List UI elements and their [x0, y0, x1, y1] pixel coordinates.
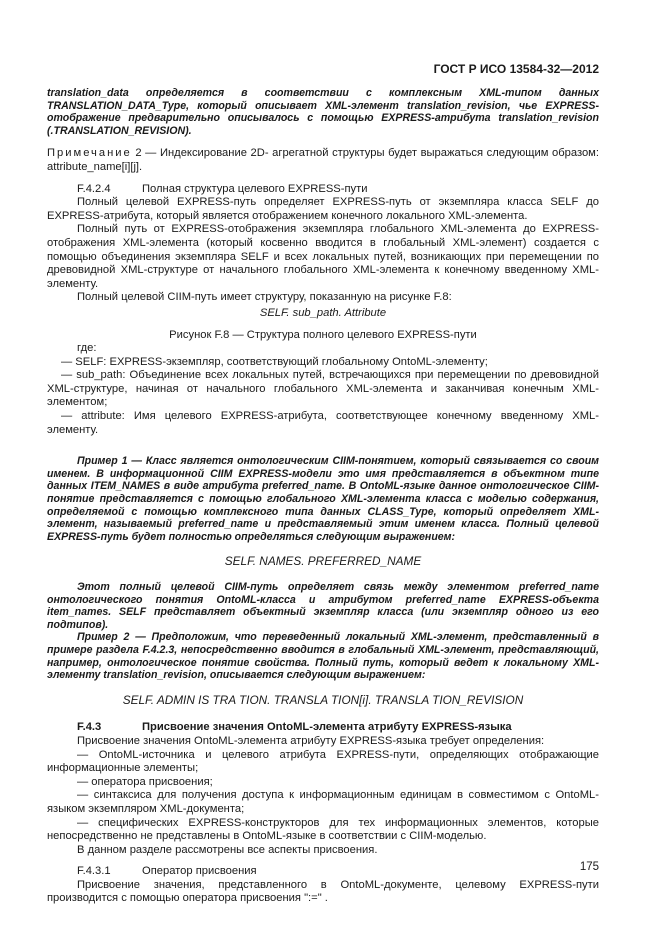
note-2 [47, 147, 599, 174]
where-label: где: [77, 342, 97, 355]
section-title: Присвоение значения OntoML-элемента атрибуту EXPRESS-языка [142, 721, 512, 734]
section-number: F.4.2.4 [77, 182, 111, 195]
example-1-continued: Этот полный целевой CIIM-путь определяет связь между элементом preferred_name онтологического понятия OntoML-класса и атрибутом preferred_name EXPRESS-объекта item_names. SELF представляет объектный экземпляр класса (или экземпляр одного из его подтипов). [47, 581, 599, 631]
figure-caption: Рисунок F.8 — Структура полного целевого EXPRESS-пути [169, 328, 477, 341]
section-title: Полная структура целевого EXPRESS-пути [142, 182, 368, 195]
definition-item: — SELF: EXPRESS-экземпляр, соответствующий глобальному OntoML-элементу; [61, 355, 488, 368]
section-title: Оператор присвоения [142, 865, 257, 878]
intro-paragraph: translation_data определяется в соответствии с комплексным XML-типом данных TRANSLATION_DATA_Type, который описывает XML-элемент translation_revision, чье EXPRESS-отображение предварительно описывалось с помощью EXPRESS-атрибута translation_revision (.TRANSLATION_REVISION). [47, 87, 599, 137]
list-item: — OntoML-источника и целевого атрибута EXPRESS-пути, определяющих отображающие информационные элементы; [47, 748, 599, 775]
section-number: F.4.3 [77, 721, 102, 734]
note-label: Примечание [47, 147, 132, 160]
page-number: 175 [579, 861, 599, 873]
paragraph: Полный путь от EXPRESS-отображения экземпляра глобального XML-элемента до EXPRESS-отображения XML-элемента (который косвенно вводится в глобальный XML-элемент) создается с помощью объединения экземпляра SELF и всех локальных путей, возникающих при перемещении по древовидной XML-структуре от начального глобального XML-элемента к конечному введенному XML-элементу. [47, 223, 599, 290]
paragraph: В данном разделе рассмотрены все аспекты присвоения. [77, 843, 378, 856]
paragraph: Присвоение значения, представленного в OntoML-документе, целевому EXPRESS-пути производится с помощью оператора присвоения ":=" . [47, 878, 599, 905]
formula: SELF. NAMES. PREFERRED_NAME [224, 554, 422, 569]
note-text: 2 — Индексирование 2D- агрегатной структуры будет выражаться следующим образом: attribute_name[i][j]. [47, 147, 599, 173]
paragraph: Присвоение значения OntoML-элемента атрибуту EXPRESS-языка требует определения: [77, 734, 545, 747]
section-number: F.4.3.1 [77, 865, 111, 878]
example-1: Пример 1 — Класс является онтологическим CIIM-понятием, который связывается со своим именем. В информационной CIIM EXPRESS-модели это имя представляется в объектном типе данных ITEM_NAMES в виде атрибута preferred_name. В OntoML-языке данное онтологическое CIIM-понятие представляется с помощью глобального XML-элемента класса с моделью содержания, определяемой с помощью комплексного типа данных CLASS_Type, который определяет XML-элемент, называемый preferred_name и представляемый этим именем класса. Полный целевой EXPRESS-путь будет полностью определяться следующим выражением: [47, 455, 599, 543]
definition-item: — attribute: Имя целевого EXPRESS-атрибута, соответствующее конечному введенному XML-элементу. [47, 410, 599, 436]
paragraph: Полный целевой CIIM-путь имеет структуру, показанную на рисунке F.8: [77, 291, 452, 304]
example-2: Пример 2 — Предположим, что переведенный локальный XML-элемент, представленный в примере раздела F.4.2.3, непосредственно вводится в глобальный XML-элемент, представляющий, например, онтологическое понятие свойства. Полный путь, который ведет к локальному XML-элементу translation_revision, описывается следующим выражением: [47, 631, 599, 682]
section-f431-heading [47, 865, 599, 879]
formula: SELF. sub_path. Attribute [259, 306, 387, 319]
page-body [47, 87, 599, 906]
standard-header: ГОСТ Р ИСО 13584-32—2012 [433, 62, 599, 76]
paragraph: Полный целевой EXPRESS-путь определяет EXPRESS-путь от экземпляра класса SELF до EXPRESS-атрибута, который является отображением конечного локального XML-элемента. [47, 196, 599, 222]
section-f43-heading [47, 721, 599, 735]
list-item: — оператора присвоения; [77, 775, 213, 788]
list-item: — специфических EXPRESS-конструкторов для тех информационных элементов, которые непосредственно не представлены в OntoML-языке в соответствии с CIIM-моделью. [47, 816, 599, 843]
section-f424-heading [47, 183, 599, 197]
list-item: — синтаксиса для получения доступа к информационным единицам в совместимом с OntoML-языком экземпляром XML-документа; [47, 789, 599, 815]
formula: SELF. ADMIN IS TRA TION. TRANSLA TION[i]. TRANSLA TION_REVISION [122, 692, 524, 707]
definition-item: — sub_path: Объединение всех локальных путей, встречающихся при перемещении по древовидной XML-структуре, начиная от начального глобального XML-элемента и заканчивая конечным XML-элементом; [47, 369, 599, 409]
